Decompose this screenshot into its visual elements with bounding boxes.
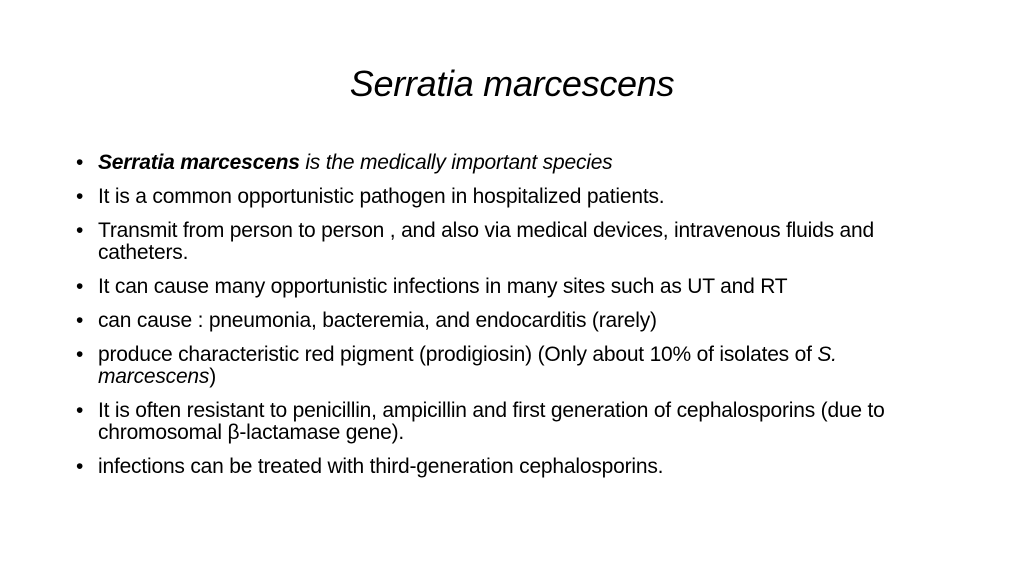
bullet-text-after: ) bbox=[209, 365, 217, 388]
bullet-dot-icon: • bbox=[76, 399, 84, 422]
bullet-text: infections can be treated with third-generation cephalosporins. bbox=[98, 455, 664, 478]
bullet-item-infections bbox=[74, 276, 954, 298]
bullet-dot-icon: • bbox=[76, 219, 84, 242]
bullet-text: It is a common opportunistic pathogen in hospitalized patients. bbox=[98, 185, 665, 208]
bullet-dot-icon: • bbox=[76, 275, 84, 298]
bullet-text: can cause : pneumonia, bacteremia, and endocarditis (rarely) bbox=[98, 309, 657, 332]
bullet-item-treatment bbox=[74, 456, 954, 478]
bullet-text: It is often resistant to penicillin, ampicillin and first generation of cephalosporins (due to chromosomal β-lactamase gene). bbox=[98, 399, 885, 444]
species-name: Serratia marcescens bbox=[98, 151, 300, 174]
bullet-dot-icon: • bbox=[76, 309, 84, 332]
bullet-dot-icon: • bbox=[76, 343, 84, 366]
bullet-list bbox=[74, 152, 954, 490]
bullet-dot-icon: • bbox=[76, 455, 84, 478]
bullet-item-transmission bbox=[74, 220, 954, 264]
bullet-text-before: produce characteristic red pigment (prodigiosin) (Only about 10% of isolates of bbox=[98, 343, 818, 366]
bullet-item-pigment bbox=[74, 344, 954, 388]
species-description: is the medically important species bbox=[299, 151, 613, 174]
bullet-item-species bbox=[74, 152, 954, 174]
bullet-item-resistance bbox=[74, 400, 954, 444]
bullet-item-diseases bbox=[74, 310, 954, 332]
bullet-item-pathogen bbox=[74, 186, 954, 208]
bullet-dot-icon: • bbox=[76, 151, 84, 174]
bullet-text: It can cause many opportunistic infections in many sites such as UT and RT bbox=[98, 275, 788, 298]
slide-title: Serratia marcescens bbox=[349, 63, 675, 104]
bullet-dot-icon: • bbox=[76, 185, 84, 208]
species-abbrev: S. marcescens bbox=[98, 343, 837, 388]
bullet-text: Transmit from person to person , and also via medical devices, intravenous fluids and catheters. bbox=[98, 219, 874, 264]
